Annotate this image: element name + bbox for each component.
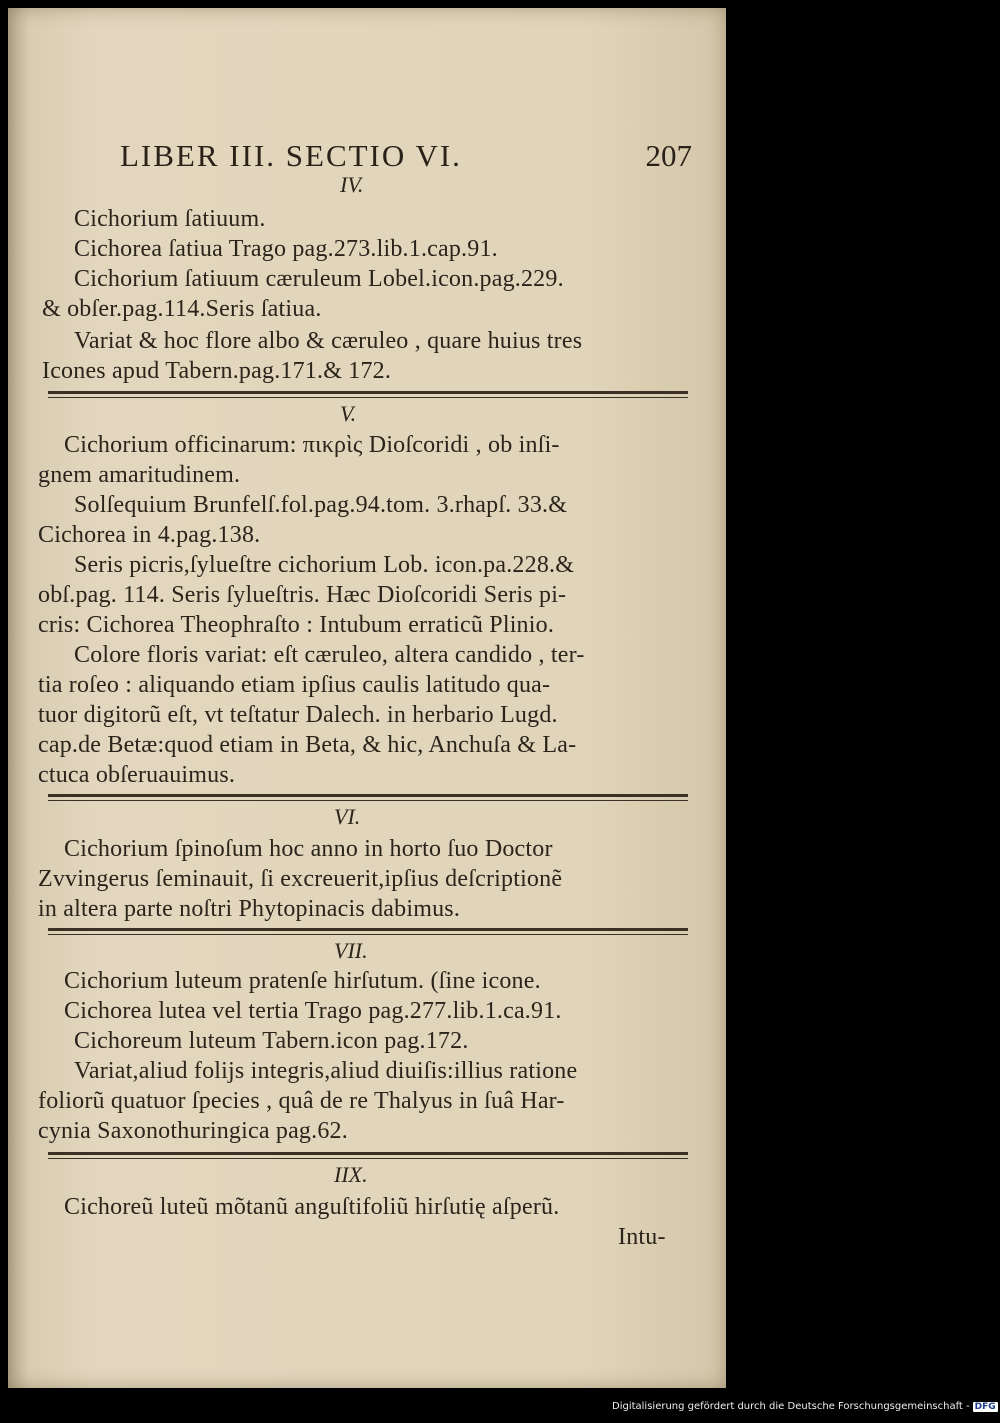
text-line: Colore floris variat: eſt cæruleo, altera candido , ter- [74,642,585,668]
text-line: Cichorea lutea vel tertia Trago pag.277.lib.1.ca.91. [64,998,562,1024]
text-line: in altera parte noſtri Phytopinacis dabimus. [38,896,461,922]
text-line: Seris picris,ſylueſtre cichorium Lob. icon.pa.228.& [74,552,575,578]
text-line: Cichorium ſatiuum cæruleum Lobel.icon.pag.229. [74,266,564,292]
text-line: cris: Cichorea Theophraſto : Intubum erraticũ Plinio. [38,612,555,638]
text-line: cynia Saxonothuringica pag.62. [38,1118,348,1144]
section-numeral: V. [340,401,357,426]
page-number: 207 [645,138,692,173]
credit-text: Digitalisierung gefördert durch die Deutsche Forschungsgemeinschaft - [612,1401,970,1412]
page-header [120,138,692,178]
text-line: Zvvingerus ſeminauit, ſi excreuerit,ipſius deſcriptionẽ [38,866,563,892]
dfg-logo: DFG [974,1402,996,1412]
section-divider [48,391,688,394]
section-divider [48,1152,688,1155]
digitization-credit [612,1401,998,1412]
section-divider [48,928,688,931]
section-divider [48,794,688,797]
text-line: Variat,aliud folijs integris,aliud diuiſis:illius ratione [74,1058,578,1084]
text-line: tuor digitorũ eſt, vt teſtatur Dalech. in herbario Lugd. [38,702,558,728]
section-divider-thin [48,1158,688,1159]
section-numeral: VI. [334,804,361,829]
text-line: & obſer.pag.114.Seris ſatiua. [42,296,322,322]
catchword: Intu- [618,1224,666,1250]
text-line: Cichoreũ luteũ mõtanũ anguſtifoliũ hirſutię aſperũ. [64,1194,560,1220]
section-divider-thin [48,934,688,935]
section-divider-thin [48,800,688,801]
book-page [8,8,726,1388]
text-line: tia roſeo : aliquando etiam ipſius caulis latitudo qua- [38,672,551,698]
section-divider-thin [48,397,688,398]
text-line: cap.de Betæ:quod etiam in Beta, & hic, Anchuſa & La- [38,732,577,758]
text-line: Icones apud Tabern.pag.171.& 172. [42,358,392,384]
text-line: Cichorea ſatiua Trago pag.273.lib.1.cap.91. [74,236,498,262]
section-numeral: IV. [340,172,364,197]
text-line: Cichorium ſatiuum. [74,206,266,232]
section-numeral: VII. [334,938,368,963]
section-numeral: IIX. [334,1162,368,1187]
text-line: Cichorium officinarum: πικρὶς Dioſcoridi , ob inſi- [64,432,560,458]
text-line: Solſequium Brunfelſ.fol.pag.94.tom. 3.rhapſ. 33.& [74,492,568,518]
text-line: gnem amaritudinem. [38,462,241,488]
text-line: Cichorea in 4.pag.138. [38,522,261,548]
text-line: Cichoreum luteum Tabern.icon pag.172. [74,1028,469,1054]
running-title: LIBER III. SECTIO VI. [120,138,462,173]
text-line: ctuca obſeruauimus. [38,762,236,788]
text-line: Cichorium luteum pratenſe hirſutum. (ſine icone. [64,968,541,994]
text-line: Cichorium ſpinoſum hoc anno in horto ſuo Doctor [64,836,553,862]
text-line: Variat & hoc flore albo & cæruleo , quare huius tres [74,328,583,354]
text-line: foliorũ quatuor ſpecies , quâ de re Thalyus in ſuâ Har- [38,1088,565,1114]
text-line: obſ.pag. 114. Seris ſylueſtris. Hæc Dioſcoridi Seris pi- [38,582,567,608]
